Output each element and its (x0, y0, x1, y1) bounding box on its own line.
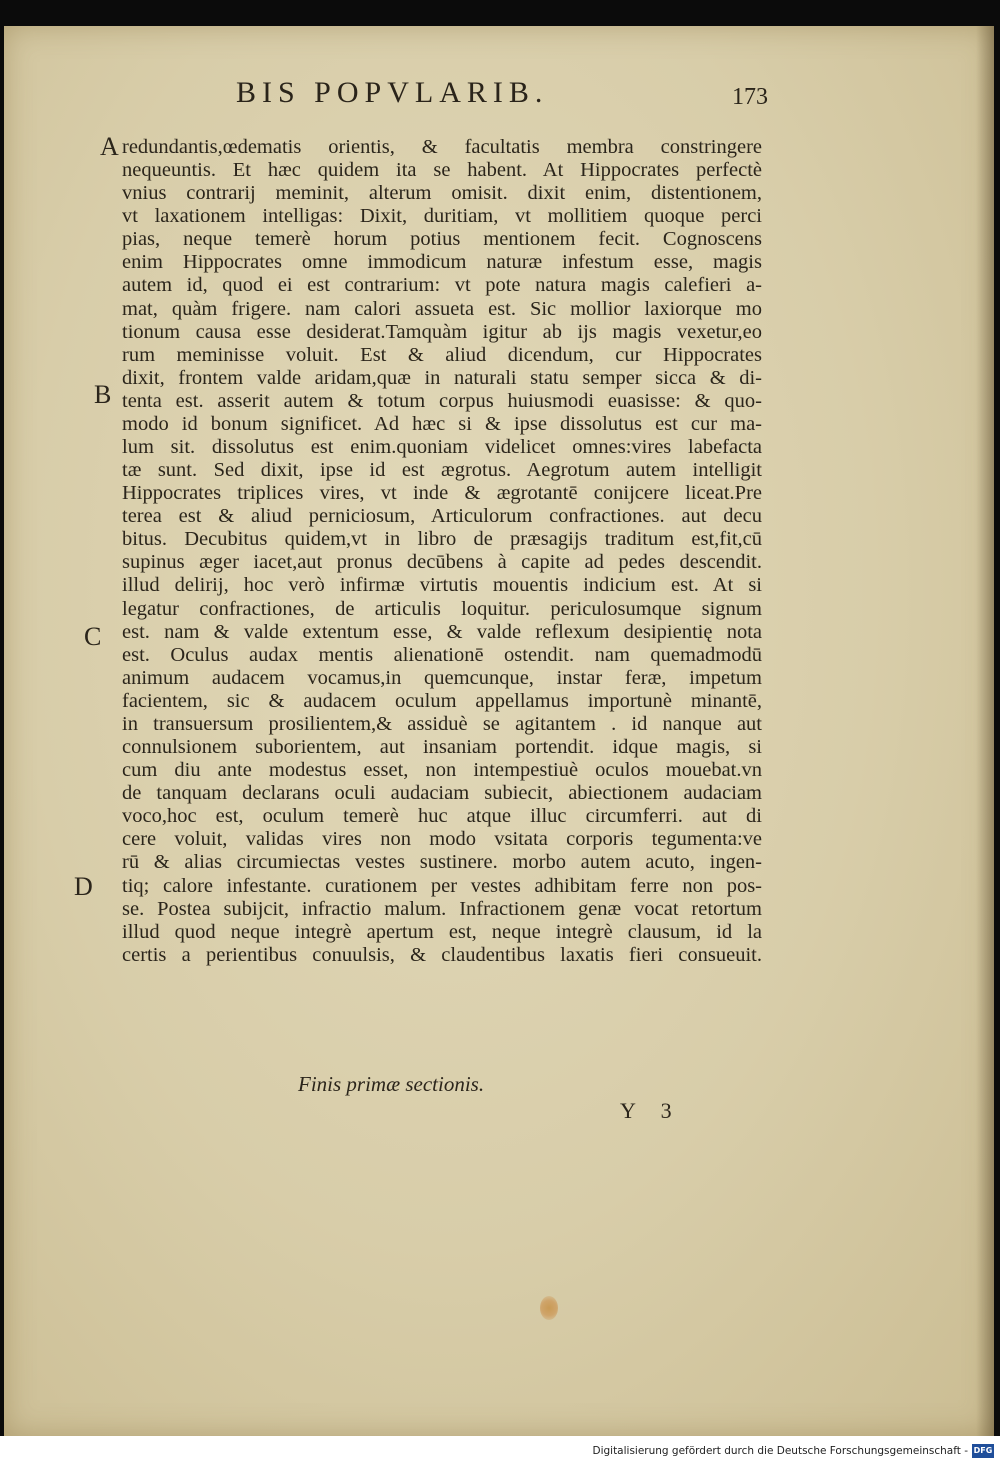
text-line: connulsionem suborientem, aut insaniam portendit. idque magis, si (122, 736, 762, 759)
margin-letter-d: D (74, 872, 93, 901)
body-text (122, 136, 762, 967)
text-line: rum meminisse voluit. Est & aliud dicendum, cur Hippocrates (122, 343, 762, 366)
text-line: nequeuntis. Et hæc quidem ita se habent. At Hippocrates perfectè (122, 159, 762, 182)
margin-letter-c: C (84, 622, 102, 651)
text-line: vt laxationem intelligas: Dixit, duritiam, vt mollitiem quoque perci (122, 205, 762, 228)
text-line: tæ sunt. Sed dixit, ipse id est ægrotus. Aegrotum autem intelligit (122, 459, 762, 482)
text-line: tionum causa esse desiderat.Tamquàm igitur ab ijs magis vexetur,eo (122, 320, 762, 343)
text-line: cum diu ante modestus esset, non intempestiuè oculos mouebat.vn (122, 759, 762, 782)
page-edge-shadow (976, 26, 994, 1436)
section-end-text: Finis primæ sectionis. (298, 1072, 485, 1096)
text-line: facientem, sic & audacem oculum appellamus importunè minantē, (122, 689, 762, 712)
text-line: in transuersum prosilientem,& assiduè se agitantem . id nanque aut (122, 712, 762, 735)
text-line: certis a perientibus conuulsis, & claudentibus laxatis fieri consueuit. (122, 943, 762, 966)
text-line: de tanquam declarans oculi audaciam subiecit, abiectionem audaciam (122, 782, 762, 805)
text-line: cere voluit, validas vires non modo vsitata corporis tegumenta:ve (122, 828, 762, 851)
text-line: voco,hoc est, oculum temerè huc atque illuc circumferri. aut di (122, 805, 762, 828)
text-line: autem id, quod ei est contrarium: vt pote natura magis calefieri a- (122, 274, 762, 297)
text-line: est. Oculus audax mentis alienationē ostendit. nam quemadmodū (122, 643, 762, 666)
funding-credit: Digitalisierung gefördert durch die Deutsche Forschungsgemeinschaft - (592, 1445, 968, 1457)
text-line: animum audacem vocamus,in quemcunque, instar feræ, impetum (122, 666, 762, 689)
text-line: legatur confractiones, de articulis loquitur. periculosumque signum (122, 597, 762, 620)
text-line: supinus æger iacet,aut pronus decūbens à capite ad pedes descendit. (122, 551, 762, 574)
footer-bar (0, 1436, 1000, 1463)
margin-letter-a: A (100, 132, 119, 161)
text-line: bitus. Decubitus quidem,vt in libro de præsagijs traditum est,fit,cū (122, 528, 762, 551)
text-line: vnius contrarij meminit, alterum omisit. dixit enim, distentionem, (122, 182, 762, 205)
text-line: tiq; calore infestante. curationem per vestes adhibitam ferre non pos- (122, 874, 762, 897)
signature-mark: Y 3 (620, 1098, 682, 1123)
text-line: redundantis,œdematis orientis, & facultatis membra constringere (122, 136, 762, 158)
text-line: est. nam & valde extentum esse, & valde reflexum desipientię nota (122, 620, 762, 643)
text-line: Hippocrates triplices vires, vt inde & ægrotantē conijcere liceat.Pre (122, 482, 762, 505)
text-line: rū & alias circumiectas vestes sustinere. morbo autem acuto, ingen- (122, 851, 762, 874)
text-line: mat, quàm frigere. nam calori assueta est. Sic mollior laxiorque mo (122, 297, 762, 320)
dfg-logo: DFG (972, 1444, 994, 1458)
text-line: enim Hippocrates omne immodicum naturæ infestum esse, magis (122, 251, 762, 274)
margin-letter-b: B (94, 380, 112, 409)
text-line: modo id bonum significet. Ad hæc si & ipse dissolutus est cur ma- (122, 412, 762, 435)
text-line: illud quod neque integrè apertum est, neque integrè clausum, id la (122, 920, 762, 943)
text-line: lum sit. dissolutus est enim.quoniam videlicet omnes:vires labefacta (122, 436, 762, 459)
paper-stain (540, 1296, 558, 1320)
page-number: 173 (732, 84, 768, 110)
text-line: terea est & aliud perniciosum, Articulorum confractiones. aut decu (122, 505, 762, 528)
text-line: pias, neque temerè horum potius mentionem fecit. Cognoscens (122, 228, 762, 251)
running-head: BIS POPVLARIB. (236, 76, 549, 109)
text-line: dixit, frontem valde aridam,quæ in naturali statu semper sicca & di- (122, 366, 762, 389)
text-line: tenta est. asserit autem & totum corpus huiusmodi euasisse: & quo- (122, 389, 762, 412)
text-line: illud delirij, hoc verò infirmæ virtutis mouentis indicium est. At si (122, 574, 762, 597)
text-line: se. Postea subijcit, infractio malum. Infractionem genæ vocat retortum (122, 897, 762, 920)
